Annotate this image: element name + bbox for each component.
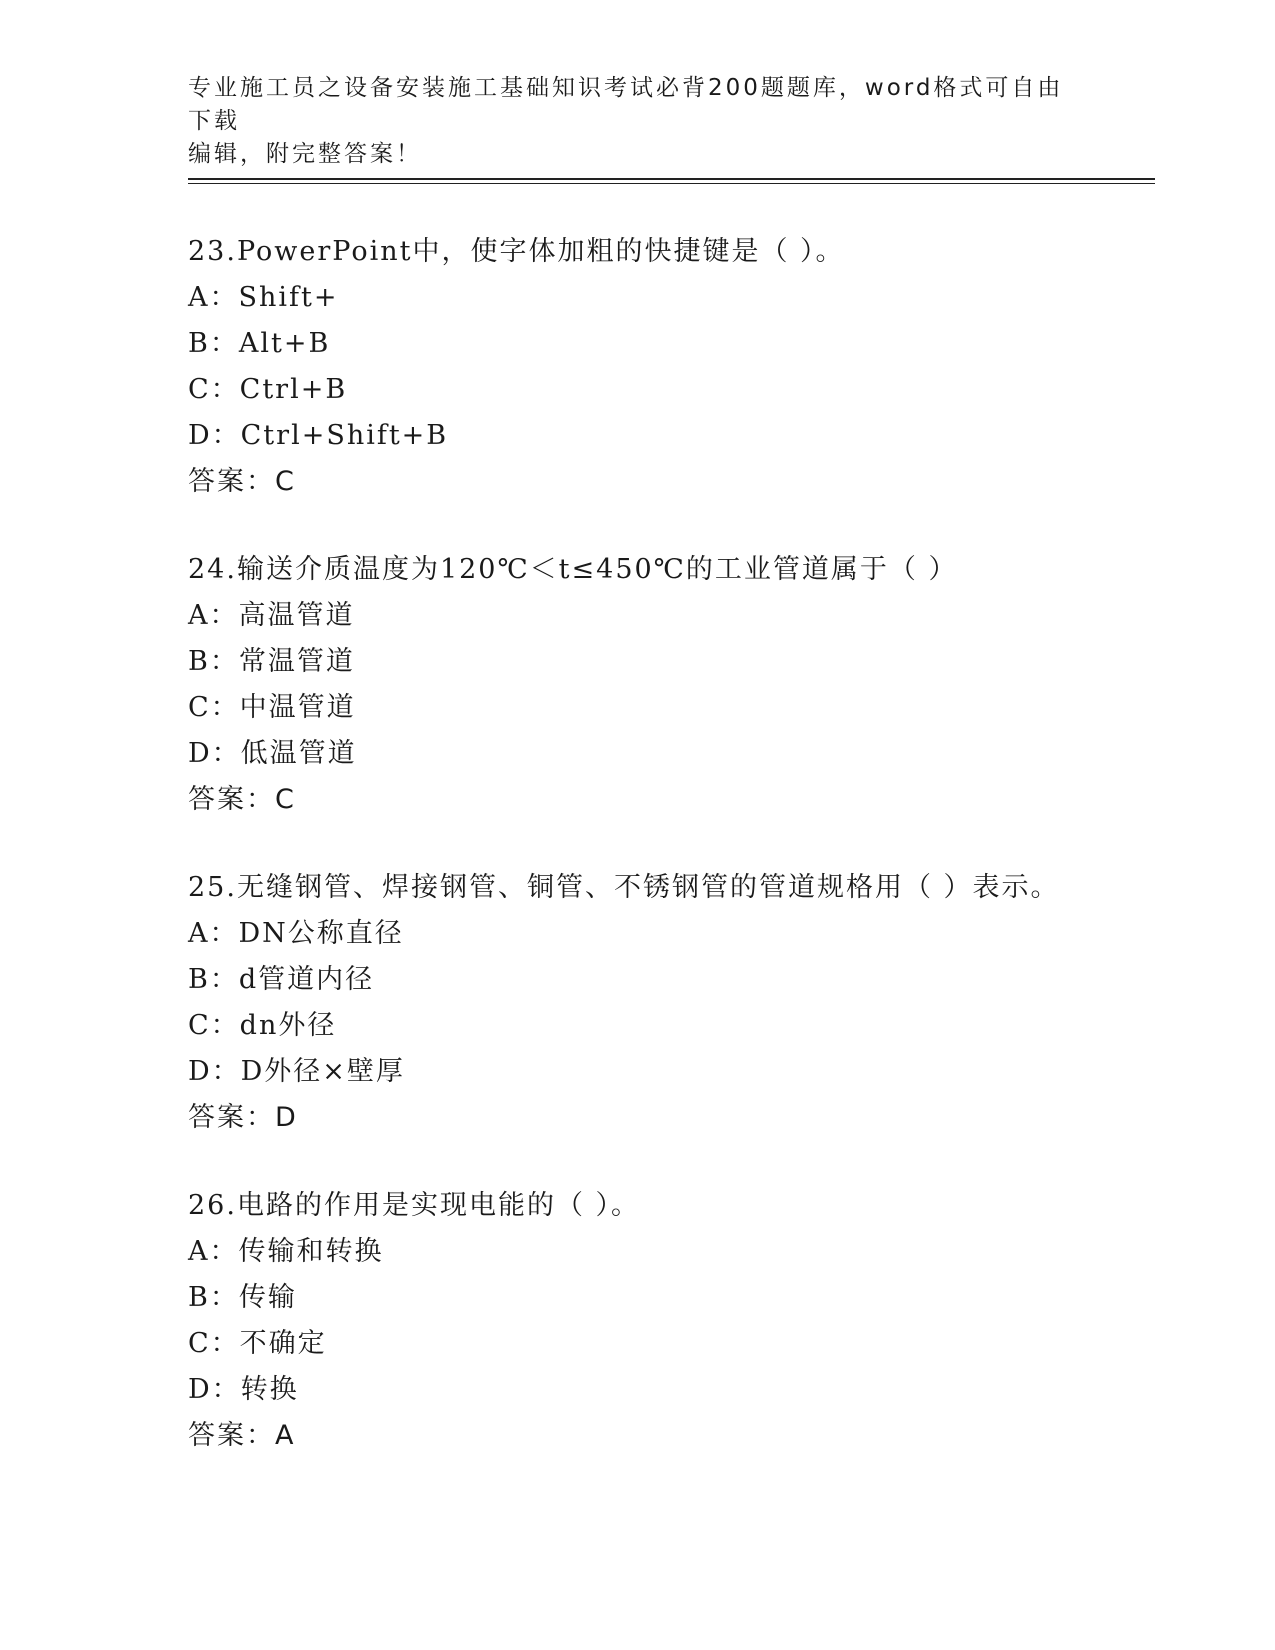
option-b: B：常温管道: [188, 646, 355, 677]
header-divider-thick: [188, 178, 1155, 180]
answer: 答案：A: [188, 1420, 296, 1451]
question-stem: 23.PowerPoint中，使字体加粗的快捷键是（ ）。: [188, 236, 845, 267]
answer: 答案：D: [188, 1102, 298, 1133]
header-line-1: 专业施工员之设备安装施工基础知识考试必背200题题库，word格式可自由下载: [188, 75, 1064, 134]
option-b: B：传输: [188, 1282, 297, 1313]
option-a: A：Shift+: [188, 282, 339, 313]
option-c: C：Ctrl+B: [188, 374, 348, 405]
option-b: B：Alt+B: [188, 328, 331, 359]
answer: 答案：C: [188, 784, 296, 815]
question-26: [188, 1183, 1148, 1459]
option-c: C：dn外径: [188, 1010, 337, 1041]
answer: 答案：C: [188, 466, 296, 497]
question-stem: 25.无缝钢管、焊接钢管、铜管、不锈钢管的管道规格用（ ）表示。: [188, 872, 1060, 903]
option-d: D：D外径×壁厚: [188, 1056, 405, 1087]
option-b: B：d管道内径: [188, 964, 375, 995]
option-c: C：中温管道: [188, 692, 356, 723]
option-a: A：DN公称直径: [188, 918, 404, 949]
question-stem: 24.输送介质温度为120℃＜t≤450℃的工业管道属于（ ）: [188, 554, 958, 585]
question-stem: 26.电路的作用是实现电能的（ ）。: [188, 1190, 641, 1221]
header-line-2: 编辑，附完整答案！: [188, 141, 422, 167]
option-d: D：低温管道: [188, 738, 357, 769]
option-d: D：转换: [188, 1374, 299, 1405]
question-24: [188, 547, 1148, 823]
question-25: [188, 865, 1148, 1141]
question-23: [188, 229, 1148, 505]
document-header: [188, 72, 1088, 171]
option-c: C：不确定: [188, 1328, 327, 1359]
header-divider-thin: [188, 183, 1155, 184]
option-d: D：Ctrl+Shift+B: [188, 420, 449, 451]
option-a: A：传输和转换: [188, 1236, 384, 1267]
option-a: A：高温管道: [188, 600, 355, 631]
